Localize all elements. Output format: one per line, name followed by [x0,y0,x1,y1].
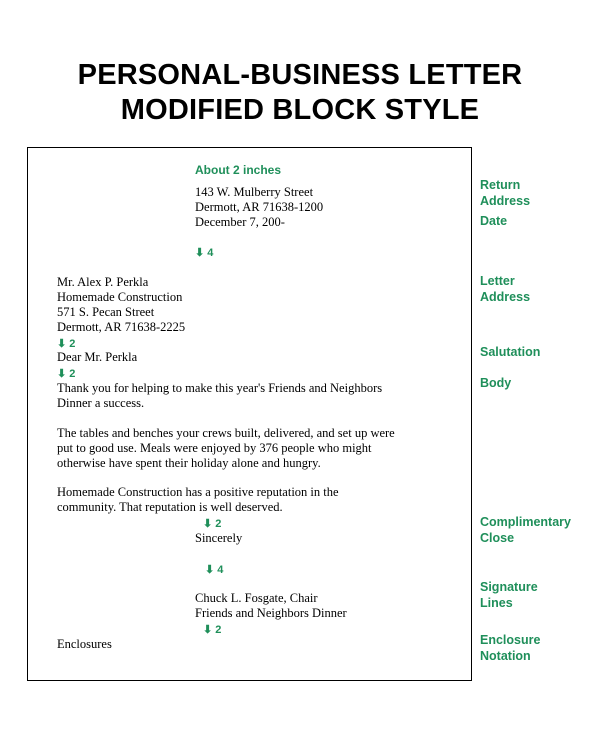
letter-date: December 7, 200- [195,215,285,229]
signature-line-1: Chuck L. Fosgate, Chair [195,591,318,605]
side-label-complimentary-close: Complimentary Close [480,515,571,545]
inside-address-line-3: 571 S. Pecan Street [57,305,155,319]
body-paragraph-2-line-3: otherwise have spent their holiday alone and hungry. [57,456,321,470]
side-label-enclosure-notation: Enclosure Notation [480,633,541,663]
signature-line-2: Friends and Neighbors Dinner [195,606,347,620]
inside-address-line-1: Mr. Alex P. Perkla [57,275,149,289]
spacing-after-inside-address: ⬇ 2 [57,338,76,350]
body-paragraph-2-line-1: The tables and benches your crews built, delivered, and set up were [57,426,395,440]
side-label-signature-lines: Signature Lines [480,580,538,610]
document-title-line-1: PERSONAL-BUSINESS LETTER [77,59,523,91]
side-label-letter-address: Letter Address [480,274,531,304]
spacing-before-close: ⬇ 2 [203,518,222,530]
body-paragraph-3-line-2: community. That reputation is well deserved. [57,500,283,514]
spacing-after-date: ⬇ 4 [195,247,214,259]
body-paragraph-3-line-1: Homemade Construction has a positive reputation in the [57,485,339,499]
spacing-after-signature: ⬇ 2 [203,624,222,636]
body-paragraph-1-line-2: Dinner a success. [57,396,145,410]
inside-address-line-2: Homemade Construction [57,290,183,304]
side-label-return-address: Return Address [480,178,531,208]
complimentary-close: Sincerely [195,531,243,545]
return-address-line-2: Dermott, AR 71638-1200 [195,200,324,214]
body-paragraph-1-line-1: Thank you for helping to make this year's Friends and Neighbors [57,381,383,395]
body-paragraph-2-line-2: put to good use. Meals were enjoyed by 376 people who might [57,441,372,455]
side-label-date: Date [480,214,508,228]
enclosure-notation: Enclosures [57,637,112,651]
spacing-after-salutation: ⬇ 2 [57,368,76,380]
document-title-line-2: MODIFIED BLOCK STYLE [120,94,480,126]
spacing-after-close: ⬇ 4 [205,564,224,576]
salutation: Dear Mr. Perkla [57,350,138,364]
inside-address-line-4: Dermott, AR 71638-2225 [57,320,186,334]
top-margin-note: About 2 inches [195,163,282,177]
side-label-body: Body [480,376,512,390]
return-address-line-1: 143 W. Mulberry Street [195,185,314,199]
side-label-salutation: Salutation [480,345,541,359]
